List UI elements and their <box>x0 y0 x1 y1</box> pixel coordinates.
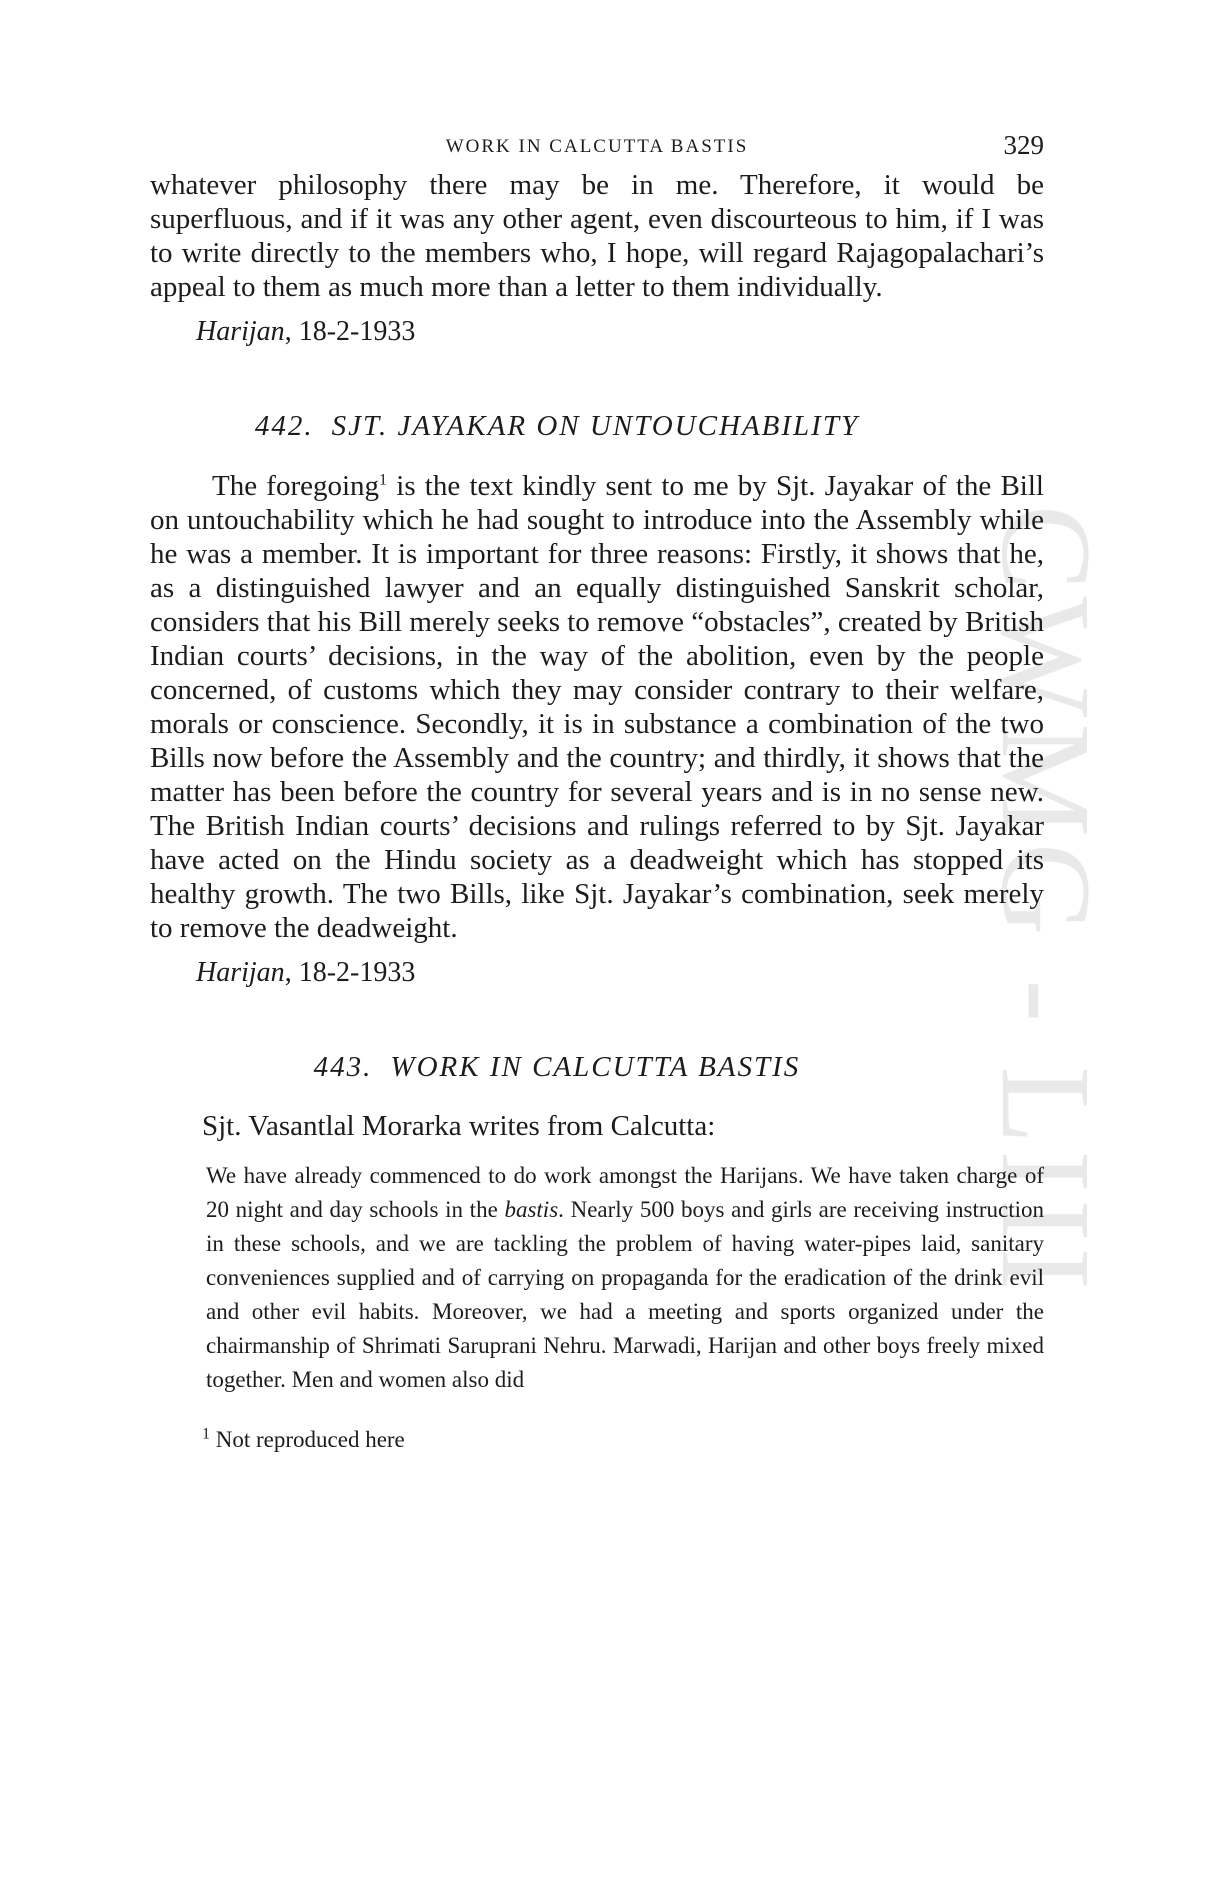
quote-text-start: We have already commenced to do work amongst the Harijans. We have taken charge of 20 night and day schools in the <box>206 1163 1044 1222</box>
page-number: 329 <box>1003 130 1044 160</box>
footnote-marker: 1 <box>202 1425 210 1443</box>
running-head <box>150 120 1044 160</box>
section-442-text-rest: is the text kindly sent to me by Sjt. Jayakar of the Bill on untouchability which he had sought to introduce into the Assembly while he was a member. It is important for three reasons: Firstly, it shows that he, as a distinguished lawyer and an equally distinguished Sanskrit scholar, considers that his Bill merely seeks to remove “obstacles”, created by British Indian courts’ decisions, in the way of the abolition, even by the people concerned, of customs which they may consider contrary to their welfare, morals or conscience. Secondly, it is in substance a combination of the two Bills now before the Assembly and the country; and thirdly, it shows that the matter has been before the country for several years and is in no sense new. The British Indian courts’ decisions and rulings referred to by Sjt. Jayakar have acted on the Hindu society as a deadweight which has stopped its healthy growth. The two Bills, like Sjt. Jayakar’s combination, seek merely to remove the deadweight. <box>150 470 1044 944</box>
source-date: , 18-2-1933 <box>284 316 416 347</box>
source-date: , 18-2-1933 <box>284 957 416 988</box>
page <box>150 120 1044 1453</box>
section-442-title: SJT. JAYAKAR ON UNTOUCHABILITY <box>331 410 860 442</box>
quote-text-rest: . Nearly 500 boys and girls are receiving instruction in these schools, and we are tackling the problem of having water-pipes laid, sanitary conveniences supplied and of carrying on propaganda for the eradication of the drink evil and other evil habits. Moreover, we had a meeting and sports organized under the chairmanship of Shrimati Saruprani Nehru. Marwadi, Harijan and other boys freely mixed together. Men and women also did <box>206 1197 1045 1392</box>
footnote-reference: 1 <box>379 471 388 489</box>
quote-italic-word: bastis <box>504 1197 559 1222</box>
footnote <box>202 1427 1044 1453</box>
section-442-paragraph <box>150 469 1044 945</box>
section-442-source <box>196 957 1044 989</box>
section-443-title: WORK IN CALCUTTA BASTIS <box>390 1051 801 1083</box>
section-443-quote <box>206 1159 1044 1397</box>
section-442-heading <box>150 410 1044 443</box>
section-443-intro: Sjt. Vasantlal Morarka writes from Calcutta: <box>202 1110 716 1142</box>
source-journal: Harijan <box>196 957 285 988</box>
section-443-heading <box>150 1051 1044 1084</box>
section-442-number: 442. <box>254 410 314 442</box>
section-442-text-start: The foregoing <box>212 470 380 502</box>
source-journal: Harijan <box>196 316 285 347</box>
running-title: WORK IN CALCUTTA BASTIS <box>445 136 749 157</box>
section-443-number: 443. <box>313 1051 373 1083</box>
continuation-paragraph: whatever philosophy there may be in me. Therefore, it would be superfluous, and if it was any other agent, even discourteous to him, if I was to write directly to the members who, I hope, will regard Rajagopalachari’s appeal to them as much more than a letter to them individually. <box>150 169 1044 303</box>
watermark: CWMG - LIII <box>975 505 1117 1297</box>
continuation-source <box>196 316 1044 348</box>
footnote-text: Not reproduced here <box>210 1427 405 1452</box>
